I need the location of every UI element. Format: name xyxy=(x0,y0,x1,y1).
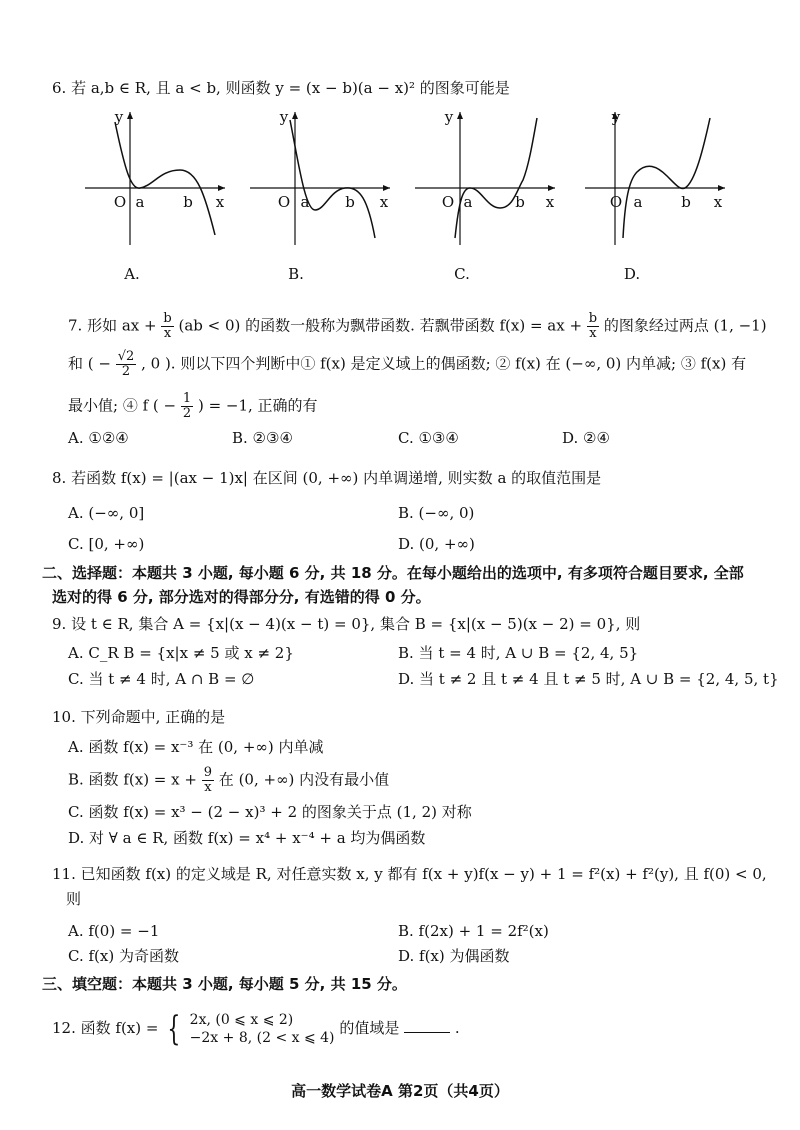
q7-l3b: ) = −1, 正确的有 xyxy=(197,396,318,415)
graph-a-y-label: y xyxy=(114,108,124,126)
q10-option-b-part-1: B. 函数 f(x) = x + xyxy=(68,770,197,789)
q11-stem-line-2: 则 xyxy=(66,890,82,908)
q9-option-a[interactable]: A. C_R B = {x|x ≠ 5 或 x ≠ 2} xyxy=(68,644,294,662)
graph-d-x-label: x xyxy=(713,193,723,211)
q7-option-c[interactable]: C. ①③④ xyxy=(398,429,459,447)
q10-option-c[interactable]: C. 函数 f(x) = x³ − (2 − x)³ + 2 的图象关于点 (1, 2) 对称 xyxy=(68,803,472,821)
section-3-header: 三、填空题：本题共 3 小题, 每小题 5 分, 共 15 分。 xyxy=(42,975,407,993)
q7-l1c: 的图象经过两点 (1, −1) xyxy=(603,316,767,335)
graph-b-option-label: B. xyxy=(288,265,304,283)
q10-option-d[interactable]: D. 对 ∀ a ∈ R, 函数 f(x) = x⁴ + x⁻⁴ + a 均为偶函数 xyxy=(68,829,426,847)
q9-option-b[interactable]: B. 当 t = 4 时, A ∪ B = {2, 4, 5} xyxy=(398,644,639,662)
q9-option-d[interactable]: D. 当 t ≠ 2 且 t ≠ 4 且 t ≠ 5 时, A ∪ B = {2, 4, 5, t} xyxy=(398,670,779,688)
q7-line-1 xyxy=(68,312,767,341)
graph-c-curve xyxy=(455,118,537,238)
q9-option-c[interactable]: C. 当 t ≠ 4 时, A ∩ B = ∅ xyxy=(68,670,255,688)
q7-frac-b-over-x-2 xyxy=(587,312,599,341)
q11-stem-line-1: 11. 已知函数 f(x) 的定义域是 R, 对任意实数 x, y 都有 f(x + y)f(x − y) + 1 = f²(x) + f²(y), 且 f(0) < 0, xyxy=(52,865,767,883)
graph-d-option-label: D. xyxy=(623,265,641,283)
graph-a-a-label: a xyxy=(135,193,145,211)
page-footer: 高一数学试卷A 第2页（共4页） xyxy=(291,1082,509,1100)
graph-c-y-label: y xyxy=(444,108,454,126)
q10-frac-9-over-x xyxy=(202,766,214,795)
q8-option-c[interactable]: C. [0, +∞) xyxy=(68,535,145,553)
q7-frac3-den: 2 xyxy=(121,364,131,379)
graph-d xyxy=(585,110,735,250)
q7-frac3-num: √2 xyxy=(117,349,135,364)
q6-stem: 6. 若 a,b ∈ R, 且 a < b, 则函数 y = (x − b)(a − x)² 的图象可能是 xyxy=(52,79,510,97)
graph-c-origin-label: O xyxy=(441,193,455,211)
q10-frac-num: 9 xyxy=(203,765,213,780)
graph-b-origin-label: O xyxy=(277,193,291,211)
graph-d-a-label: a xyxy=(633,193,643,211)
graph-b-x-label: x xyxy=(379,193,389,211)
q7-frac4-num: 1 xyxy=(182,391,192,406)
graph-a-x-label: x xyxy=(215,193,225,211)
graph-c-a-label: a xyxy=(463,193,473,211)
graph-b-a-label: a xyxy=(300,193,310,211)
q7-option-d[interactable]: D. ②④ xyxy=(562,429,610,447)
q10-frac-den: x xyxy=(204,780,212,795)
q8-option-b[interactable]: B. (−∞, 0) xyxy=(398,504,475,522)
graph-d-x-arrow xyxy=(718,185,725,191)
graph-b-y-label: y xyxy=(279,108,289,126)
q11-option-c[interactable]: C. f(x) 为奇函数 xyxy=(68,947,179,965)
graph-c xyxy=(415,110,565,250)
q12-piece-1: 2x, (0 ⩽ x ⩽ 2) xyxy=(189,1012,294,1028)
graph-c-x-arrow xyxy=(548,185,555,191)
graph-b-curve xyxy=(290,120,375,238)
q8-stem: 8. 若函数 f(x) = |(ax − 1)x| 在区间 (0, +∞) 内单调递增, 则实数 a 的取值范围是 xyxy=(52,469,602,487)
graph-d-curve xyxy=(623,118,710,238)
q12-stem xyxy=(52,1008,460,1048)
q10-option-b[interactable] xyxy=(68,766,389,795)
graph-b-x-arrow xyxy=(383,185,390,191)
q10-option-a[interactable]: A. 函数 f(x) = x⁻³ 在 (0, +∞) 内单减 xyxy=(68,738,324,756)
q7-option-a[interactable]: A. ①②④ xyxy=(68,429,129,447)
graph-d-y-label: y xyxy=(611,108,621,126)
graph-a-x-arrow xyxy=(218,185,225,191)
q7-frac-den: x xyxy=(163,326,172,341)
graph-a-b-label: b xyxy=(183,193,193,211)
graph-a-option-label: A. xyxy=(124,265,140,283)
q12-part-1: 12. 函数 f(x) = xyxy=(52,1019,159,1037)
q11-option-d[interactable]: D. f(x) 为偶函数 xyxy=(398,947,510,965)
q12-part-2: 的值域是 xyxy=(339,1019,400,1037)
graph-b-b-label: b xyxy=(345,193,355,211)
q8-option-d[interactable]: D. (0, +∞) xyxy=(398,535,475,553)
q7-frac-1-over-2 xyxy=(181,392,193,421)
q12-piece-2: −2x + 8, (2 < x ⩽ 4) xyxy=(189,1030,335,1046)
q7-option-b[interactable]: B. ②③④ xyxy=(232,429,293,447)
q7-frac4-den: 2 xyxy=(182,406,192,421)
section-2-header-line-1: 二、选择题：本题共 3 小题, 每小题 6 分, 共 18 分。在每小题给出的选项中, 有多项符合题目要求, 全部 xyxy=(42,564,744,582)
q7-frac2-num: b xyxy=(588,311,598,326)
q7-l2b: , 0 ). 则以下四个判断中① f(x) 是定义域上的偶函数; ② f(x) 在 (−∞, 0) 内单减; ③ f(x) 有 xyxy=(141,354,747,373)
q12-piecewise xyxy=(190,1011,335,1047)
section-2-header-line-2: 选对的得 6 分, 部分选对的得部分分, 有选错的得 0 分。 xyxy=(52,588,431,606)
q10-stem: 10. 下列命题中, 正确的是 xyxy=(52,708,226,726)
q9-stem: 9. 设 t ∈ R, 集合 A = {x|(x − 4)(x − t) = 0}, 集合 B = {x|(x − 5)(x − 2) = 0}, 则 xyxy=(52,615,641,633)
graph-c-x-label: x xyxy=(545,193,555,211)
q7-l1a: 7. 形如 ax + xyxy=(68,316,157,335)
q12-period: . xyxy=(454,1019,460,1037)
q7-frac-sqrt2-over-2 xyxy=(116,350,137,379)
q7-frac-b-over-x xyxy=(161,312,173,341)
q11-option-a[interactable]: A. f(0) = −1 xyxy=(68,922,160,940)
q7-line-2 xyxy=(68,350,746,379)
q8-option-a[interactable]: A. (−∞, 0] xyxy=(68,504,145,522)
q7-l1b: (ab < 0) 的函数一般称为飘带函数. 若飘带函数 f(x) = ax + xyxy=(178,316,583,335)
graph-a-origin-label: O xyxy=(113,193,127,211)
q7-line-3 xyxy=(68,392,318,421)
graph-d-origin-label: O xyxy=(609,193,623,211)
graph-c-b-label: b xyxy=(515,193,525,211)
graph-c-option-label: C. xyxy=(454,265,470,283)
graph-d-b-label: b xyxy=(681,193,691,211)
graph-a xyxy=(85,110,235,250)
q12-brace: { xyxy=(167,1009,181,1049)
q7-frac-num: b xyxy=(163,311,172,326)
q11-option-b[interactable]: B. f(2x) + 1 = 2f²(x) xyxy=(398,922,549,940)
q7-l3a: 最小值; ④ f ( − xyxy=(68,396,177,415)
graph-b xyxy=(250,110,400,250)
q7-frac2-den: x xyxy=(589,326,597,341)
q7-l2a: 和 ( − xyxy=(68,354,111,373)
q10-option-b-part-2: 在 (0, +∞) 内没有最小值 xyxy=(218,770,390,789)
q12-answer-blank[interactable] xyxy=(404,1018,450,1033)
